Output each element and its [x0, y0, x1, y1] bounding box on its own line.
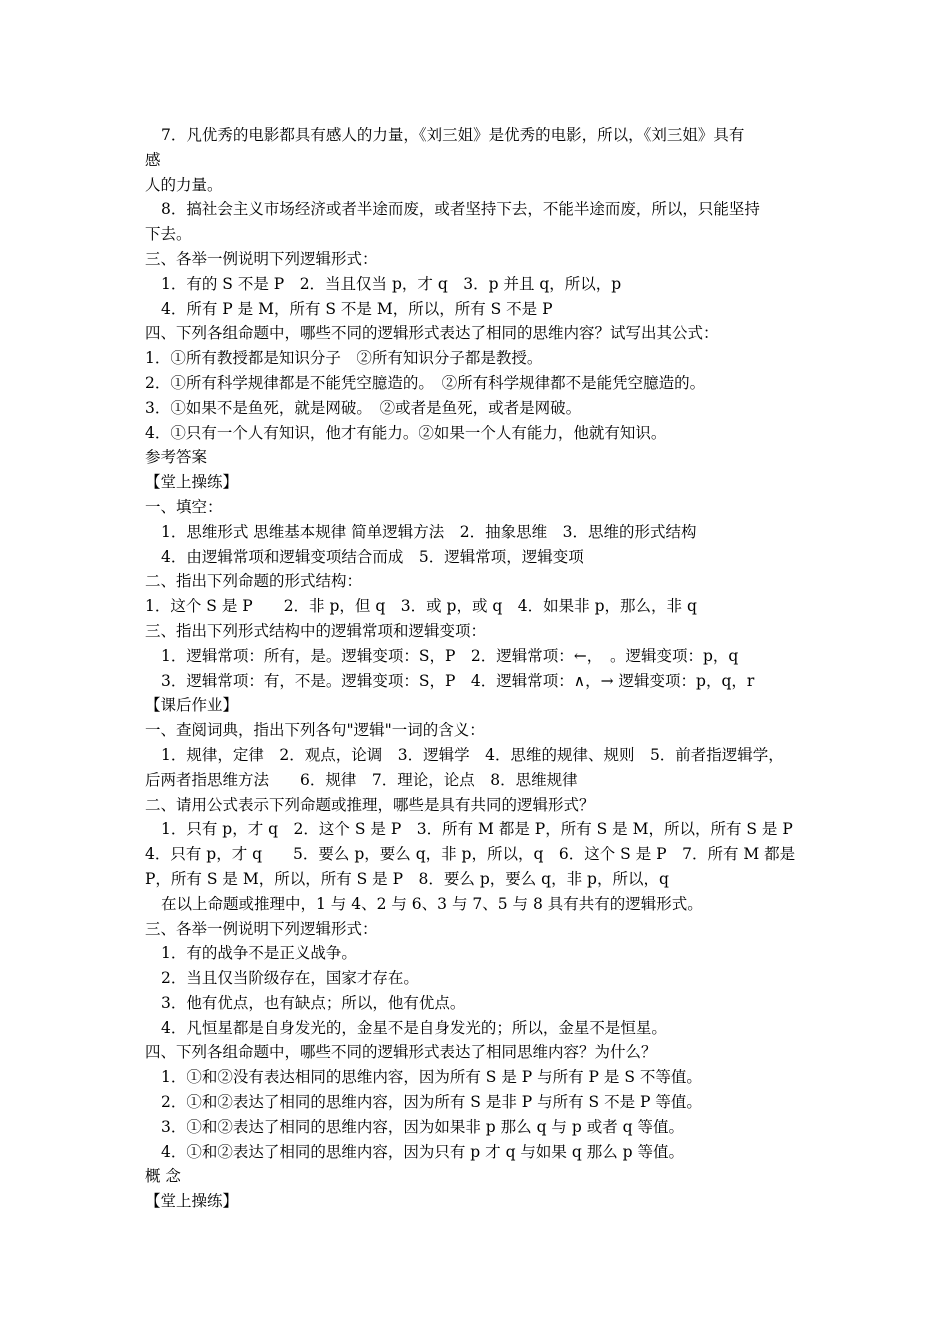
text-line: 1．有的战争不是正义战争。	[161, 944, 357, 963]
text-line: 4．只有 p，才 q 5．要么 p，要么 q，非 p，所以，q 6．这个 S 是 P 7．所有 M 都是	[145, 845, 796, 864]
section-heading: 一、填空：	[145, 497, 223, 516]
text-line: 4．凡恒星都是自身发光的，金星不是自身发光的；所以，金星不是恒星。	[161, 1018, 667, 1037]
text-line: 1．①所有教授都是知识分子 ②所有知识分子都是教授。	[145, 349, 543, 368]
text-line: 4．所有 P 是 M，所有 S 不是 M，所以，所有 S 不是 P	[161, 299, 553, 318]
text-line: 2．①和②表达了相同的思维内容，因为所有 S 是非 P 与所有 S 不是 P 等值。	[161, 1093, 702, 1112]
section-heading: 一、查阅词典，指出下列各句"逻辑"一词的含义：	[145, 721, 485, 740]
text-line: 1．只有 p，才 q 2．这个 S 是 P 3．所有 M 都是 P，所有 S 是 M，所以，所有 S 是 P	[161, 820, 793, 839]
text-line: 3．他有优点，也有缺点；所以，他有优点。	[161, 993, 466, 1012]
section-heading: 三、各举一例说明下列逻辑形式：	[145, 919, 378, 938]
text-line: 下去。	[145, 225, 192, 244]
section-heading: 三、指出下列形式结构中的逻辑常项和逻辑变项：	[145, 621, 487, 640]
text-line: 3．逻辑常项：有，不是。逻辑变项：S，P 4．逻辑常项：∧，→ 逻辑变项：p，q，r	[161, 671, 755, 690]
chapter-heading: 概 念	[145, 1167, 181, 1186]
text-line: 2．①所有科学规律都是不能凭空臆造的。 ②所有科学规律都不是能凭空臆造的。	[145, 373, 706, 392]
text-line: 后两者指思维方法 6．规律 7．理论，论点 8．思维规律	[145, 770, 578, 789]
text-line: 7．凡优秀的电影都具有感人的力量，《刘三姐》是优秀的电影，所以，《刘三姐》具有	[161, 126, 745, 144]
text-line: 在以上命题或推理中，1 与 4、2 与 6、3 与 7、5 与 8 具有共有的逻辑形式。	[161, 894, 703, 913]
text-line: 1．思维形式 思维基本规律 简单逻辑方法 2．抽象思维 3．思维的形式结构	[161, 522, 697, 541]
text-line: 1．这个 S 是 P 2．非 p，但 q 3．或 p，或 q 4．如果非 p，那么，非 q	[145, 597, 697, 616]
text-line: 人的力量。	[145, 175, 223, 194]
text-line: 感	[145, 150, 161, 169]
document-body	[145, 123, 817, 1214]
bracket-heading: 【课后作业】	[145, 696, 239, 715]
text-line: 3．①和②表达了相同的思维内容，因为如果非 p 那么 q 与 p 或者 q 等值。	[161, 1117, 684, 1136]
answers-heading: 参考答案	[145, 448, 208, 467]
text-line: 4．①只有一个人有知识，他才有能力。②如果一个人有能力，他就有知识。	[145, 423, 667, 442]
section-heading: 二、请用公式表示下列命题或推理，哪些是具有共同的逻辑形式？	[145, 795, 595, 814]
text-line: 1．规律，定律 2．观点，论调 3．逻辑学 4．思维的规律、规则 5．前者指逻辑学，	[161, 745, 784, 764]
text-line: 3．①如果不是鱼死，就是网破。 ②或者是鱼死，或者是网破。	[145, 398, 582, 417]
section-heading: 四、下列各组命题中，哪些不同的逻辑形式表达了相同思维内容？为什么？	[145, 1043, 657, 1062]
text-line: 2．当且仅当阶级存在，国家才存在。	[161, 969, 419, 988]
bracket-heading: 【堂上操练】	[145, 473, 239, 492]
text-line: 1．有的 S 不是 P 2．当且仅当 p，才 q 3．p 并且 q，所以，p	[161, 274, 622, 293]
section-heading: 四、下列各组命题中，哪些不同的逻辑形式表达了相同的思维内容？试写出其公式：	[145, 324, 719, 343]
bracket-heading: 【堂上操练】	[145, 1192, 239, 1211]
text-line: 1．①和②没有表达相同的思维内容，因为所有 S 是 P 与所有 P 是 S 不等值。	[161, 1068, 702, 1087]
text-line: P，所有 S 是 M，所以，所有 S 是 P 8．要么 p，要么 q，非 p，所以，q	[145, 869, 669, 888]
text-line: 8．搞社会主义市场经济或者半途而废，或者坚持下去，不能半途而废，所以，只能坚持	[161, 200, 760, 219]
section-heading: 二、指出下列命题的形式结构：	[145, 572, 363, 591]
section-heading: 三、各举一例说明下列逻辑形式：	[145, 249, 378, 268]
text-line: 1．逻辑常项：所有，是。逻辑变项：S，P 2．逻辑常项：←， 。逻辑变项：p，q	[161, 646, 739, 665]
text-line: 4．①和②表达了相同的思维内容，因为只有 p 才 q 与如果 q 那么 p 等值。	[161, 1142, 684, 1161]
text-line: 4．由逻辑常项和逻辑变项结合而成 5．逻辑常项，逻辑变项	[161, 547, 584, 566]
